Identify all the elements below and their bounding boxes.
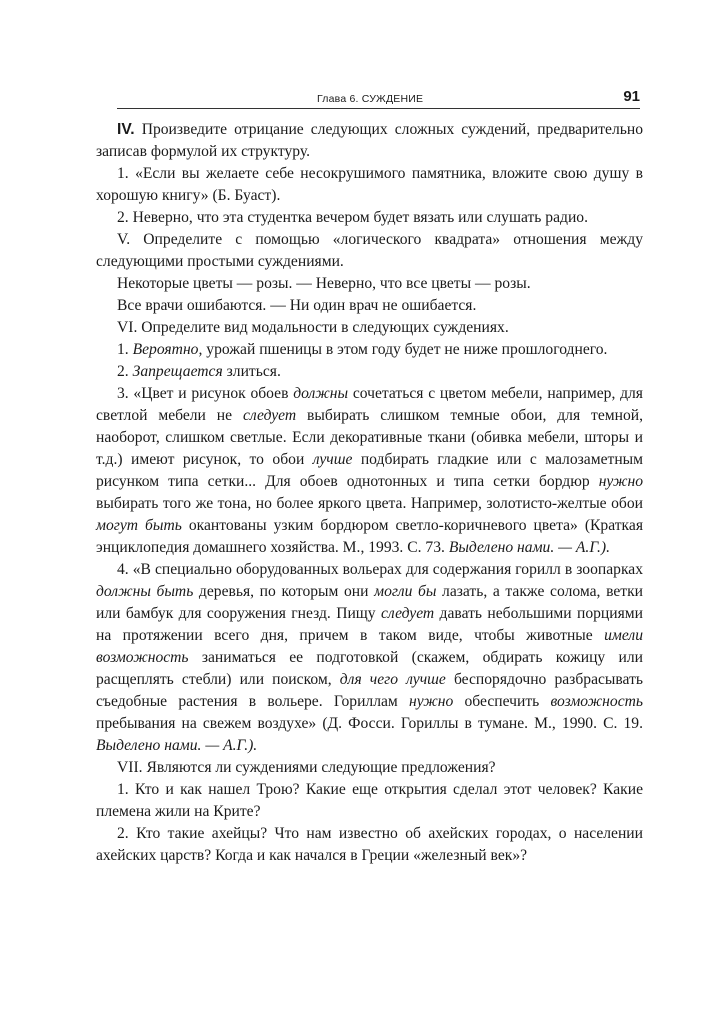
italic-run: Запрещается (132, 363, 223, 380)
text-run: 2. (117, 363, 133, 380)
text-run: выбирать слишком темные обои, для темной, наоборот, слишком светлые. Если декоративные ткани (обивка мебели, шторы и т.д.) имеют рисунок, то обои (96, 407, 644, 468)
italic-run: следует (380, 605, 435, 622)
exercise-vi-item-3 (96, 383, 643, 559)
exercise-v-instruction: V. Определите с помощью «логического квадрата» отношения между следующими простыми суждениями. (96, 231, 643, 270)
text-run: заниматься ее подготовкой (скажем, обдирать кожицу или расщеплять стебли) или поиском, (96, 649, 643, 688)
text-run: злиться. (222, 363, 281, 380)
italic-run: нужно (408, 693, 454, 710)
text-run: сочетаться с цветом мебели, например, для светлой мебели не (96, 385, 643, 424)
page-header (117, 90, 640, 109)
text-run: выбирать того же тона, но более яркого цвета. Например, золотисто-желтые обои (96, 495, 643, 512)
text-run: подбирать гладкие или с малозаметным рисунком типа сетки... Для обоев однотонных и типа сетки бордюр (96, 451, 644, 490)
italic-run: должны быть (96, 583, 194, 600)
page-number: 91 (623, 88, 640, 105)
exercise-iv-instruction (96, 119, 643, 163)
exercise-vi-item-2 (96, 361, 643, 383)
exercise-iv-text: Произведите отрицание следующих сложных суждений, предварительно записав формулой их структуру. (96, 121, 643, 160)
text-run: обеспечить (453, 693, 551, 710)
exercise-iv-item-2: 2. Неверно, что эта студентка вечером будет вязать или слушать радио. (117, 209, 588, 226)
text-run: давать небольшими порциями на протяжении всего дня, причем в таком виде, чтобы животные (96, 605, 643, 644)
body-text (96, 119, 643, 867)
exercise-number: IV. (117, 121, 135, 138)
exercise-vi-item-1 (96, 339, 643, 361)
italic-run: Выделено нами. — А.Г.). (96, 737, 258, 754)
text-run: 4. «В специально оборудованных вольерах для содержания горилл в зоопарках (117, 561, 643, 578)
exercise-v-item-2: Все врачи ошибаются. — Ни один врач не ошибается. (117, 297, 477, 314)
running-head: Глава 6. СУЖДЕНИЕ (317, 93, 424, 105)
text-run: 3. «Цвет и рисунок обоев (117, 385, 294, 402)
exercise-vii-item-1: 1. Кто и как нашел Трою? Какие еще открытия сделал этот человек? Какие племена жили на Крите? (96, 781, 643, 820)
italic-run: могли бы (374, 583, 437, 600)
italic-run: возможность (550, 693, 643, 710)
italic-run: лучше (312, 451, 353, 468)
italic-run: могут быть (96, 517, 182, 534)
exercise-vii-instruction: VII. Являются ли суждениями следующие предложения? (117, 759, 496, 776)
text-run: беспорядочно разбрасывать съедобные растения в вольере. Гориллам (96, 671, 643, 710)
text-run: окантованы узким бордюром светло-коричневого цвета» (Краткая энциклопедия домашнего хозяйства. М., 1993. С. 73. (96, 517, 643, 556)
italic-run: должны (293, 385, 349, 402)
exercise-iv-item-1: 1. «Если вы желаете себе несокрушимого памятника, вложите свою душу в хорошую книгу» (Б. Буаст). (96, 165, 643, 204)
italic-run: следует (242, 407, 297, 424)
text-run: урожай пшеницы в этом году будет не ниже прошлогоднего. (202, 341, 608, 358)
text-run: лазать, а также солома, ветки или бамбук для сооружения гнезд. Пищу (96, 583, 643, 622)
exercise-v-item-1: Некоторые цветы — розы. — Неверно, что все цветы — розы. (117, 275, 531, 292)
exercise-vii-item-2: 2. Кто такие ахейцы? Что нам известно об ахейских городах, о населении ахейских царств? Когда и как начался в Греции «железный век»? (96, 825, 643, 864)
text-run: деревья, по которым они (193, 583, 375, 600)
italic-run: Вероятно, (132, 341, 203, 358)
italic-run: нужно (598, 473, 643, 490)
text-run: 1. (117, 341, 133, 358)
exercise-vi-instruction: VI. Определите вид модальности в следующих суждениях. (117, 319, 509, 336)
italic-run: Выделено нами. — А.Г.). (448, 539, 611, 556)
exercise-vi-item-4 (96, 559, 643, 757)
text-run: пребывания на свежем воздухе» (Д. Фосси. Гориллы в тумане. М., 1990. С. 19. (96, 715, 643, 732)
italic-run: для чего лучше (339, 671, 446, 688)
italic-run: имели возможность (96, 627, 643, 666)
